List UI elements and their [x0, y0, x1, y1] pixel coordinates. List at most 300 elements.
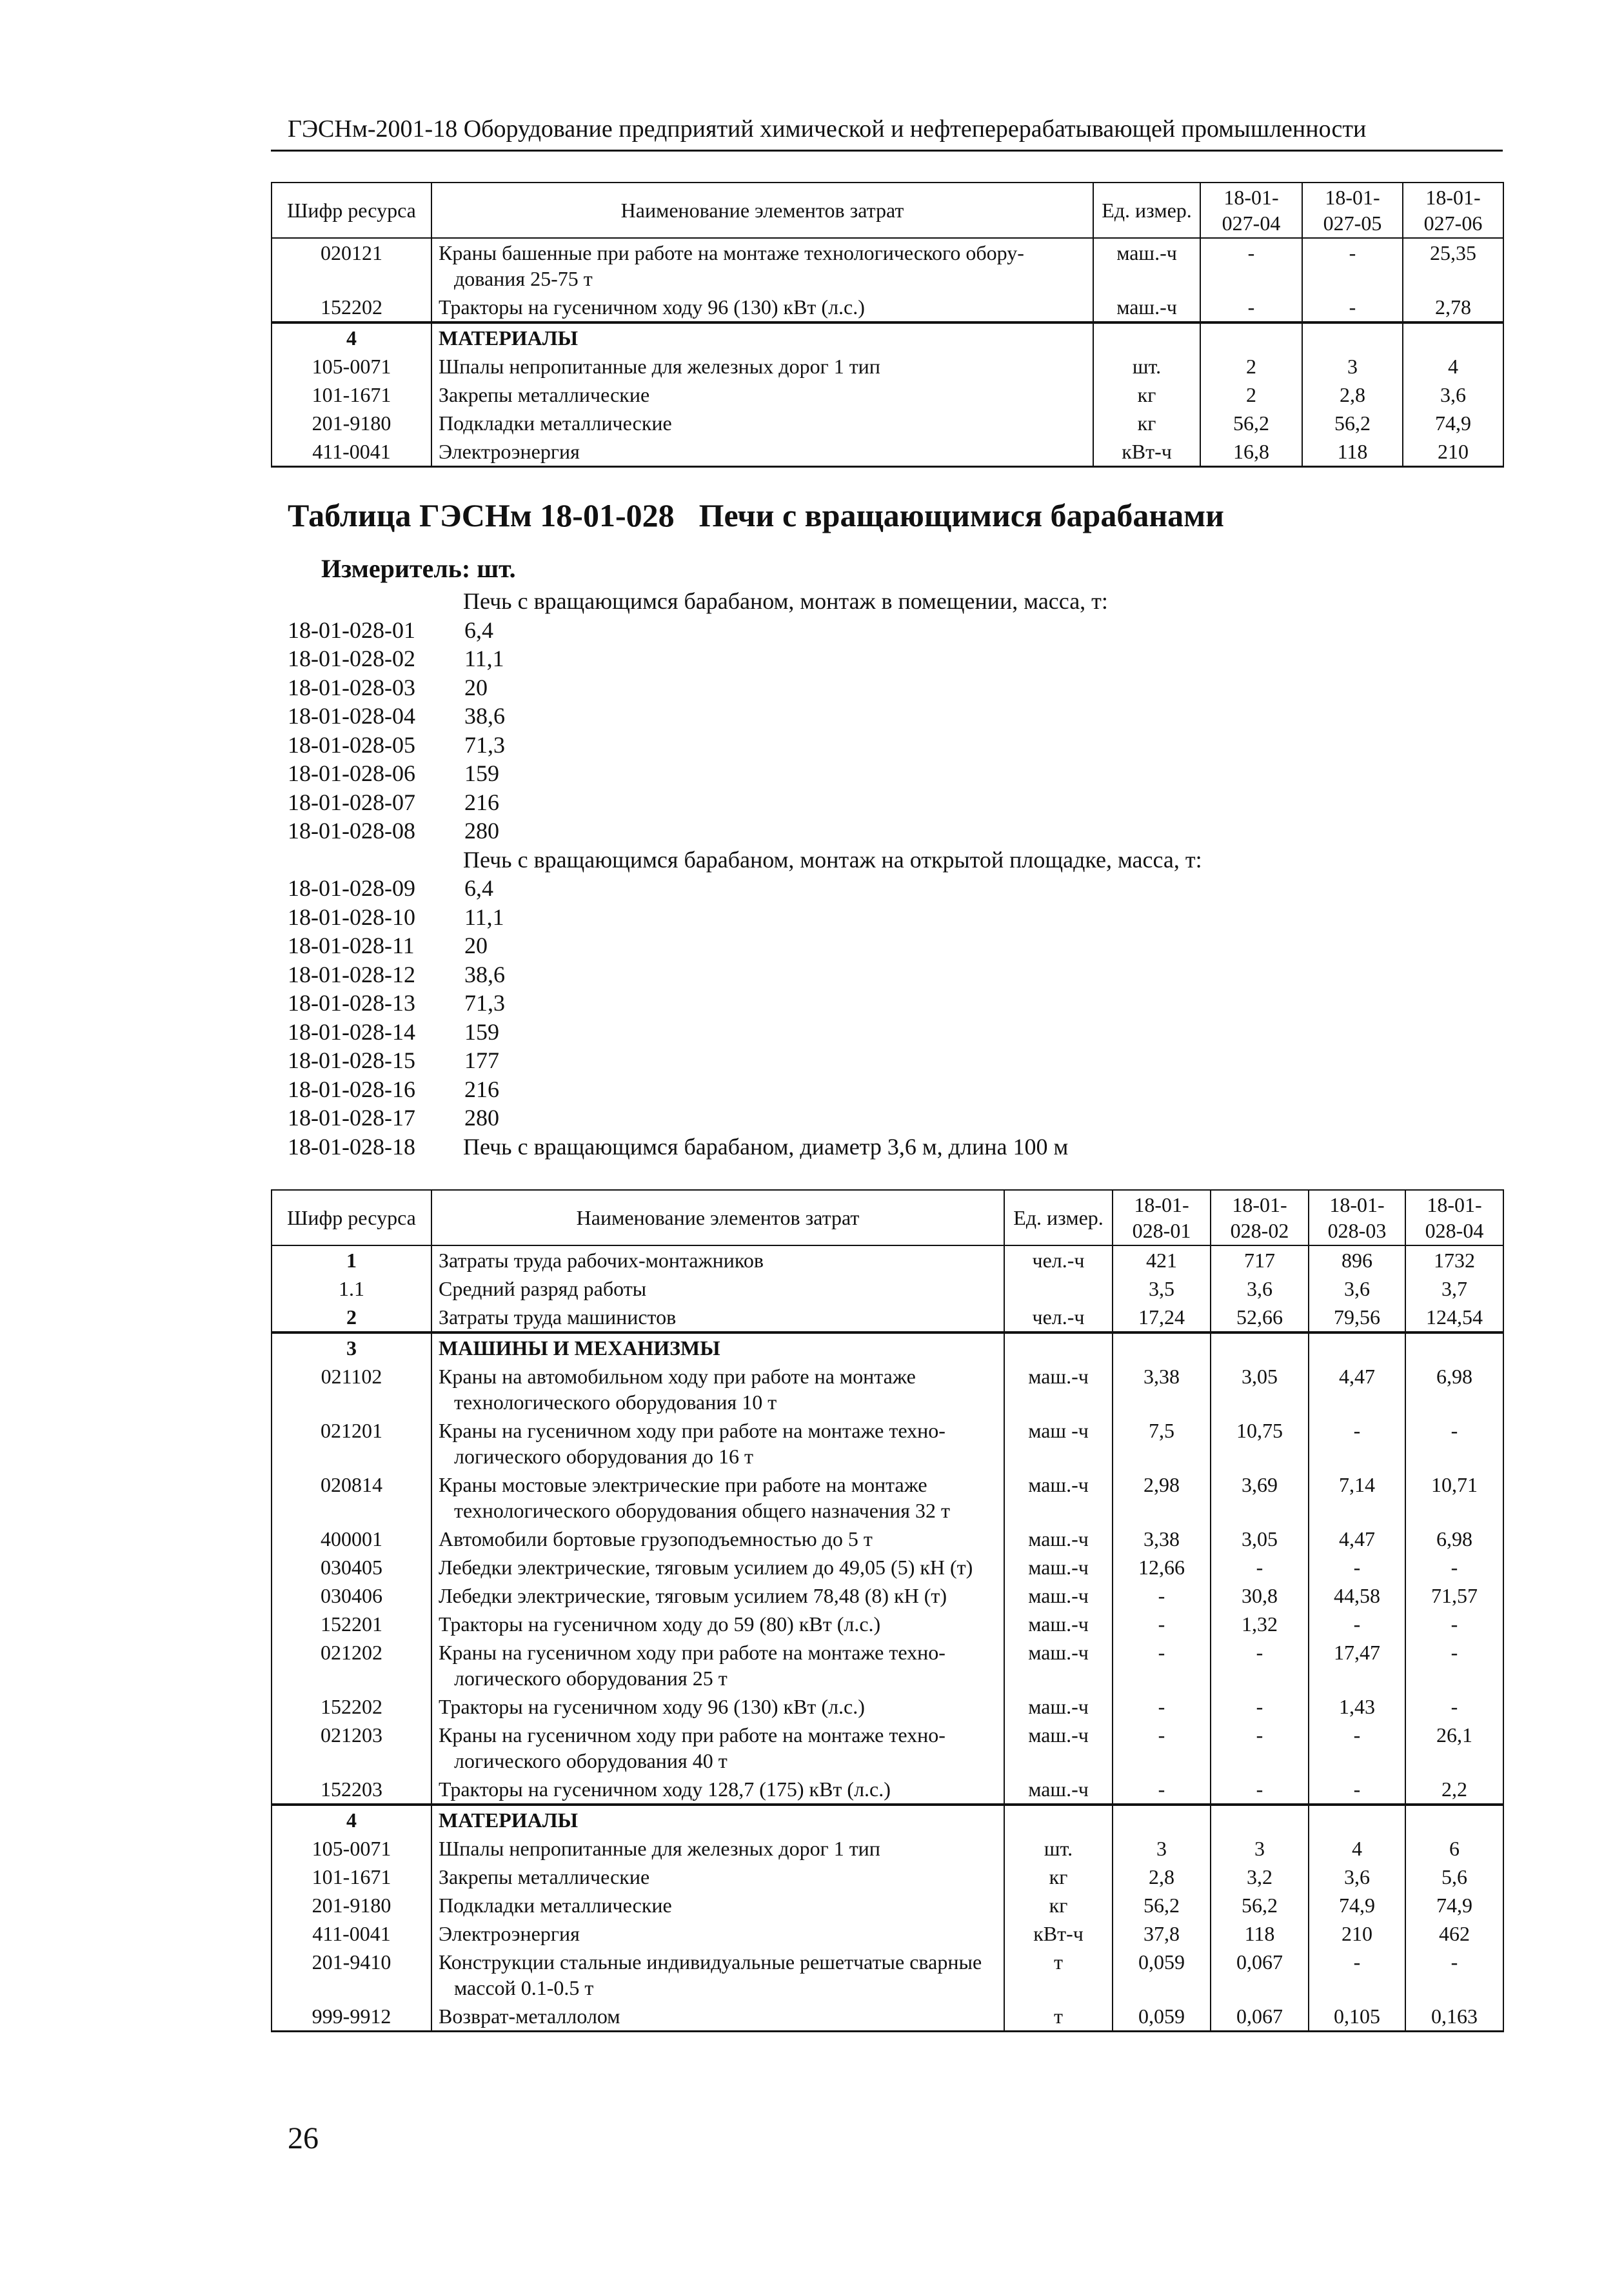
resource-table-027	[271, 182, 1504, 468]
cell-name: Краны на гусеничном ходу при работе на монтаже техно-логического оборудования до 16 т	[431, 1416, 1004, 1471]
table-row	[272, 409, 1503, 437]
cell-value: 17,47	[1309, 1638, 1405, 1692]
norm-description: Печь с вращающимся барабаном, диаметр 3,6 м, длина 100 м	[463, 1133, 1069, 1160]
norm-code: 18-01-028-02	[288, 646, 415, 671]
norm-mass: 216	[464, 1076, 499, 1102]
norm-code: 18-01-028-06	[288, 760, 415, 786]
cell-value: -	[1211, 1721, 1309, 1775]
cell-value: 717	[1211, 1245, 1309, 1274]
cell-value: -	[1309, 1775, 1405, 1805]
cell-name: Подкладки металлические	[431, 409, 1093, 437]
section-row	[272, 1805, 1503, 1834]
table-row	[272, 1553, 1503, 1581]
cell-value: 0,067	[1211, 2002, 1309, 2032]
cell-name: Краны башенные при работе на монтаже технологического обору-дования 25-75 т	[431, 238, 1093, 293]
col-header-unit: Ед. измер.	[1093, 183, 1200, 238]
cell-unit: маш.-ч	[1004, 1471, 1113, 1525]
table-row	[272, 1834, 1503, 1863]
cell-code: 400001	[272, 1525, 431, 1553]
norm-mass: 38,6	[464, 703, 505, 729]
cell-value: 1732	[1405, 1245, 1503, 1274]
cell-value: 118	[1302, 437, 1403, 467]
cell-value: 462	[1405, 1919, 1503, 1948]
cell-value: 56,2	[1113, 1891, 1211, 1919]
cell-value: 2	[1200, 352, 1302, 381]
cell-value: -	[1405, 1692, 1503, 1721]
table-row	[272, 1638, 1503, 1692]
cell-value: 5,6	[1405, 1863, 1503, 1891]
cell-unit: т	[1004, 2002, 1113, 2032]
cell-value	[1211, 1805, 1309, 1834]
table-row	[272, 1525, 1503, 1553]
norm-mass: 71,3	[464, 731, 505, 758]
table-row	[272, 1721, 1503, 1775]
cell-name: Тракторы на гусеничном ходу до 59 (80) кВт (л.с.)	[431, 1610, 1004, 1638]
cell-value	[1309, 1805, 1405, 1834]
cell-value: 7,14	[1309, 1471, 1405, 1525]
cell-value: 896	[1309, 1245, 1405, 1274]
cell-value: 56,2	[1302, 409, 1403, 437]
cell-value: 4	[1403, 352, 1503, 381]
cell-value: 3,05	[1211, 1525, 1309, 1553]
table-row	[272, 2002, 1503, 2032]
cell-name: Тракторы на гусеничном ходу 128,7 (175) кВт (л.с.)	[431, 1775, 1004, 1805]
norm-code: 18-01-028-04	[288, 703, 415, 729]
cell-unit: маш -ч	[1004, 1416, 1113, 1471]
cell-code: 020121	[272, 238, 431, 293]
col-header-norm: 18-01- 027-06	[1403, 183, 1503, 238]
table-row	[272, 1245, 1503, 1274]
cell-value: -	[1405, 1638, 1503, 1692]
norm-mass: 20	[464, 674, 488, 700]
norm-item	[288, 1104, 1202, 1133]
cell-value: 3,6	[1211, 1274, 1309, 1303]
cell-value: 4	[1309, 1834, 1405, 1863]
norm-item	[288, 874, 1202, 903]
cell-value: 421	[1113, 1245, 1211, 1274]
cell-code: 030406	[272, 1581, 431, 1610]
norm-mass: 159	[464, 760, 499, 786]
cell-value: 52,66	[1211, 1303, 1309, 1332]
cell-unit: маш.-ч	[1004, 1362, 1113, 1416]
norm-mass: 11,1	[464, 646, 504, 671]
col-header-norm: 18-01- 028-03	[1309, 1190, 1405, 1245]
col-header-norm: 18-01- 028-02	[1211, 1190, 1309, 1245]
running-header: ГЭСНм-2001-18 Оборудование предприятий химической и нефтеперерабатывающей промышленности	[288, 115, 1367, 143]
cell-value: 3,69	[1211, 1471, 1309, 1525]
cell-value: 1,32	[1211, 1610, 1309, 1638]
cell-value: -	[1405, 1610, 1503, 1638]
norm-mass: 38,6	[464, 961, 505, 987]
cell-value: 210	[1309, 1919, 1405, 1948]
norm-mass: 71,3	[464, 990, 505, 1016]
cell-value: -	[1113, 1610, 1211, 1638]
cell-code: 2	[272, 1303, 431, 1332]
cell-value: 2,78	[1403, 293, 1503, 322]
cell-code: 101-1671	[272, 381, 431, 409]
cell-code: 1	[272, 1245, 431, 1274]
header-rule	[271, 150, 1503, 152]
norm-item	[288, 731, 1202, 760]
cell-value: 6,98	[1405, 1525, 1503, 1553]
cell-name: Краны на автомобильном ходу при работе на монтаже технологического оборудования 10 т	[431, 1362, 1004, 1416]
cell-code: 4	[272, 322, 431, 352]
norm-code: 18-01-028-07	[288, 789, 415, 815]
norm-code: 18-01-028-03	[288, 674, 415, 700]
cell-code: 1.1	[272, 1274, 431, 1303]
cell-unit: маш.-ч	[1004, 1638, 1113, 1692]
cell-value: -	[1302, 293, 1403, 322]
section-row	[272, 322, 1503, 352]
norm-code: 18-01-028-13	[288, 990, 415, 1016]
cell-unit	[1004, 1805, 1113, 1834]
cell-value: 3,5	[1113, 1274, 1211, 1303]
cell-value: 79,56	[1309, 1303, 1405, 1332]
cell-value: 0,059	[1113, 1948, 1211, 2002]
cell-unit: маш.-ч	[1004, 1610, 1113, 1638]
norm-item	[288, 759, 1202, 788]
cell-code: 105-0071	[272, 1834, 431, 1863]
table-row	[272, 1891, 1503, 1919]
cell-value	[1113, 1332, 1211, 1362]
norm-item	[288, 1018, 1202, 1047]
cell-value	[1403, 322, 1503, 352]
norm-item	[288, 644, 1202, 673]
col-header-name: Наименование элементов затрат	[431, 183, 1093, 238]
group-description: Печь с вращающимся барабаном, монтаж на открытой площадке, масса, т:	[463, 846, 1202, 873]
table-row	[272, 1303, 1503, 1332]
norm-mass: 177	[464, 1047, 499, 1073]
cell-code: 101-1671	[272, 1863, 431, 1891]
table-header-row	[272, 1190, 1503, 1245]
cell-value: 2,8	[1302, 381, 1403, 409]
norm-code: 18-01-028-12	[288, 961, 415, 987]
cell-name: МАТЕРИАЛЫ	[431, 1805, 1004, 1834]
cell-unit: кг	[1004, 1863, 1113, 1891]
cell-unit	[1004, 1274, 1113, 1303]
table-row	[272, 238, 1503, 293]
cell-unit: т	[1004, 1948, 1113, 2002]
table-row	[272, 1692, 1503, 1721]
cell-value	[1309, 1332, 1405, 1362]
norm-item	[288, 1075, 1202, 1104]
cell-value: 0,163	[1405, 2002, 1503, 2032]
cell-value: 3,6	[1403, 381, 1503, 409]
cell-value	[1211, 1332, 1309, 1362]
cell-value	[1405, 1805, 1503, 1834]
cell-name: Шпалы непропитанные для железных дорог 1 тип	[431, 352, 1093, 381]
cell-unit: маш.-ч	[1093, 238, 1200, 293]
cell-value: 26,1	[1405, 1721, 1503, 1775]
cell-name: МАТЕРИАЛЫ	[431, 322, 1093, 352]
cell-value: 10,75	[1211, 1416, 1309, 1471]
cell-value: 25,35	[1403, 238, 1503, 293]
cell-code: 152201	[272, 1610, 431, 1638]
norm-mass: 280	[464, 818, 499, 844]
norm-item	[288, 788, 1202, 817]
cell-code: 021201	[272, 1416, 431, 1471]
table-title-label: Таблица ГЭСНм 18-01-028	[288, 497, 675, 533]
cell-value: 3,38	[1113, 1362, 1211, 1416]
cell-value: 4,47	[1309, 1525, 1405, 1553]
table-row	[272, 1274, 1503, 1303]
norm-code: 18-01-028-08	[288, 818, 415, 844]
cell-value: 56,2	[1200, 409, 1302, 437]
cell-value: 12,66	[1113, 1553, 1211, 1581]
cell-unit: кВт-ч	[1004, 1919, 1113, 1948]
norm-code: 18-01-028-11	[288, 933, 415, 958]
cell-code: 201-9180	[272, 1891, 431, 1919]
table-row	[272, 1362, 1503, 1416]
cell-value: 37,8	[1113, 1919, 1211, 1948]
cell-value: 3,6	[1309, 1863, 1405, 1891]
cell-unit: чел.-ч	[1004, 1245, 1113, 1274]
norm-list	[288, 587, 1202, 1161]
cell-code: 3	[272, 1332, 431, 1362]
cell-value: 74,9	[1403, 409, 1503, 437]
cell-value: -	[1211, 1775, 1309, 1805]
cell-code: 020814	[272, 1471, 431, 1525]
cell-value: -	[1309, 1553, 1405, 1581]
col-header-norm: 18-01- 027-04	[1200, 183, 1302, 238]
norm-code: 18-01-028-10	[288, 904, 415, 930]
table-row	[272, 1948, 1503, 2002]
table-row	[272, 293, 1503, 322]
col-header-norm: 18-01- 027-05	[1302, 183, 1403, 238]
cell-value: 71,57	[1405, 1581, 1503, 1610]
cell-value: 74,9	[1309, 1891, 1405, 1919]
cell-value: -	[1113, 1775, 1211, 1805]
cell-code: 021102	[272, 1362, 431, 1416]
norm-item	[288, 817, 1202, 846]
cell-code: 201-9180	[272, 409, 431, 437]
measure-unit: Измеритель: шт.	[321, 554, 516, 583]
cell-value: 3,7	[1405, 1274, 1503, 1303]
cell-value	[1405, 1332, 1503, 1362]
cell-unit	[1093, 322, 1200, 352]
cell-value: -	[1211, 1692, 1309, 1721]
cell-value: 3	[1302, 352, 1403, 381]
cell-value: 17,24	[1113, 1303, 1211, 1332]
cell-unit: чел.-ч	[1004, 1303, 1113, 1332]
cell-value: 210	[1403, 437, 1503, 467]
cell-name: Краны на гусеничном ходу при работе на монтаже техно-логического оборудования 25 т	[431, 1638, 1004, 1692]
cell-value: -	[1200, 293, 1302, 322]
cell-value: -	[1309, 1721, 1405, 1775]
norm-mass: 6,4	[464, 875, 493, 901]
norm-code: 18-01-028-05	[288, 731, 415, 758]
cell-unit: кг	[1093, 381, 1200, 409]
cell-value: 4,47	[1309, 1362, 1405, 1416]
cell-code: 152203	[272, 1775, 431, 1805]
cell-code: 105-0071	[272, 352, 431, 381]
cell-unit: маш.-ч	[1004, 1525, 1113, 1553]
cell-value: 124,54	[1405, 1303, 1503, 1332]
col-header-norm: 18-01- 028-01	[1113, 1190, 1211, 1245]
cell-unit	[1004, 1332, 1113, 1362]
table-body	[272, 238, 1503, 467]
cell-value: -	[1113, 1581, 1211, 1610]
norm-code: 18-01-028-16	[288, 1076, 415, 1102]
section-row	[272, 1332, 1503, 1362]
cell-code: 411-0041	[272, 437, 431, 467]
cell-unit: маш.-ч	[1004, 1692, 1113, 1721]
norm-item	[288, 702, 1202, 731]
page-number: 26	[288, 2121, 319, 2155]
cell-value: -	[1405, 1948, 1503, 2002]
cell-name: Средний разряд работы	[431, 1274, 1004, 1303]
cell-value: 3,05	[1211, 1362, 1309, 1416]
table-row	[272, 1863, 1503, 1891]
norm-code: 18-01-028-09	[288, 875, 415, 901]
cell-value	[1200, 322, 1302, 352]
norm-mass: 280	[464, 1105, 499, 1131]
cell-value: 7,5	[1113, 1416, 1211, 1471]
cell-value: 1,43	[1309, 1692, 1405, 1721]
cell-value: 118	[1211, 1919, 1309, 1948]
cell-value: -	[1309, 1416, 1405, 1471]
cell-name: Шпалы непропитанные для железных дорог 1 тип	[431, 1834, 1004, 1863]
cell-value: 2	[1200, 381, 1302, 409]
cell-value: 6,98	[1405, 1362, 1503, 1416]
table-body	[272, 1245, 1503, 2032]
cell-value: -	[1309, 1610, 1405, 1638]
table-row	[272, 437, 1503, 467]
cell-value: 0,067	[1211, 1948, 1309, 2002]
cell-unit: маш.-ч	[1004, 1581, 1113, 1610]
cell-value: -	[1405, 1416, 1503, 1471]
table-row	[272, 1581, 1503, 1610]
norm-mass: 20	[464, 933, 488, 958]
norm-code: 18-01-028-18	[288, 1133, 415, 1160]
norm-item	[288, 960, 1202, 989]
cell-name: Конструкции стальные индивидуальные решетчатые сварные массой 0.1-0.5 т	[431, 1948, 1004, 2002]
table-row	[272, 1775, 1503, 1805]
cell-code: 4	[272, 1805, 431, 1834]
cell-value: -	[1113, 1638, 1211, 1692]
cell-value: 10,71	[1405, 1471, 1503, 1525]
table-row	[272, 381, 1503, 409]
table-row	[272, 1919, 1503, 1948]
col-header-name: Наименование элементов затрат	[431, 1190, 1004, 1245]
table-row	[272, 1416, 1503, 1471]
cell-value: -	[1113, 1721, 1211, 1775]
col-header-unit: Ед. измер.	[1004, 1190, 1113, 1245]
cell-value: -	[1211, 1553, 1309, 1581]
norm-item	[288, 903, 1202, 932]
cell-value: 3	[1211, 1834, 1309, 1863]
norm-mass: 216	[464, 789, 499, 815]
cell-name: Затраты труда рабочих-монтажников	[431, 1245, 1004, 1274]
cell-code: 152202	[272, 293, 431, 322]
norm-item	[288, 673, 1202, 702]
cell-value: 16,8	[1200, 437, 1302, 467]
cell-unit: шт.	[1004, 1834, 1113, 1863]
cell-value: 2,2	[1405, 1775, 1503, 1805]
cell-unit: кг	[1004, 1891, 1113, 1919]
table-row	[272, 1471, 1503, 1525]
cell-code: 201-9410	[272, 1948, 431, 2002]
cell-value	[1302, 322, 1403, 352]
table-title	[288, 497, 1224, 534]
cell-code: 021203	[272, 1721, 431, 1775]
cell-code: 152202	[272, 1692, 431, 1721]
cell-value: 6	[1405, 1834, 1503, 1863]
norm-mass: 159	[464, 1018, 499, 1045]
cell-unit: шт.	[1093, 352, 1200, 381]
cell-value: 2,98	[1113, 1471, 1211, 1525]
norm-item	[288, 1133, 1202, 1162]
cell-value: 44,58	[1309, 1581, 1405, 1610]
cell-unit: маш.-ч	[1004, 1721, 1113, 1775]
resource-table-028	[271, 1189, 1504, 2032]
cell-value: 0,105	[1309, 2002, 1405, 2032]
cell-name: Подкладки металлические	[431, 1891, 1004, 1919]
cell-name: Электроэнергия	[431, 1919, 1004, 1948]
cell-unit: кВт-ч	[1093, 437, 1200, 467]
cell-value: -	[1113, 1692, 1211, 1721]
cell-value: 74,9	[1405, 1891, 1503, 1919]
norm-code: 18-01-028-17	[288, 1105, 415, 1131]
cell-unit: маш.-ч	[1004, 1775, 1113, 1805]
cell-name: Электроэнергия	[431, 437, 1093, 467]
cell-value: -	[1309, 1948, 1405, 2002]
norm-item	[288, 616, 1202, 645]
group-description: Печь с вращающимся барабаном, монтаж в помещении, масса, т:	[463, 588, 1108, 614]
table-row	[272, 1610, 1503, 1638]
cell-unit: маш.-ч	[1093, 293, 1200, 322]
cell-name: Затраты труда машинистов	[431, 1303, 1004, 1332]
cell-value: 2,8	[1113, 1863, 1211, 1891]
cell-unit: кг	[1093, 409, 1200, 437]
table-header-row	[272, 183, 1503, 238]
norm-item	[288, 931, 1202, 960]
cell-name: Лебедки электрические, тяговым усилием до 49,05 (5) кН (т)	[431, 1553, 1004, 1581]
cell-value: -	[1211, 1638, 1309, 1692]
cell-unit: маш.-ч	[1004, 1553, 1113, 1581]
cell-value: 3,6	[1309, 1274, 1405, 1303]
norm-item	[288, 989, 1202, 1018]
cell-code: 411-0041	[272, 1919, 431, 1948]
cell-value: -	[1302, 238, 1403, 293]
cell-name: Лебедки электрические, тяговым усилием 78,48 (8) кН (т)	[431, 1581, 1004, 1610]
cell-name: Тракторы на гусеничном ходу 96 (130) кВт (л.с.)	[431, 293, 1093, 322]
cell-value: 3,38	[1113, 1525, 1211, 1553]
norm-code: 18-01-028-15	[288, 1047, 415, 1073]
cell-code: 021202	[272, 1638, 431, 1692]
cell-value: 30,8	[1211, 1581, 1309, 1610]
cell-code: 999-9912	[272, 2002, 431, 2032]
cell-code: 030405	[272, 1553, 431, 1581]
norm-mass: 11,1	[464, 904, 504, 930]
cell-name: Краны на гусеничном ходу при работе на монтаже техно-логического оборудования 40 т	[431, 1721, 1004, 1775]
cell-name: Закрепы металлические	[431, 1863, 1004, 1891]
norm-code: 18-01-028-14	[288, 1018, 415, 1045]
cell-value: 3,2	[1211, 1863, 1309, 1891]
cell-name: Закрепы металлические	[431, 381, 1093, 409]
cell-name: МАШИНЫ И МЕХАНИЗМЫ	[431, 1332, 1004, 1362]
cell-value: 3	[1113, 1834, 1211, 1863]
table-title-name: Печи с вращающимися барабанами	[698, 497, 1224, 533]
cell-name: Возврат-металлолом	[431, 2002, 1004, 2032]
cell-value: 56,2	[1211, 1891, 1309, 1919]
col-header-norm: 18-01- 028-04	[1405, 1190, 1503, 1245]
norm-code: 18-01-028-01	[288, 617, 415, 643]
cell-value	[1113, 1805, 1211, 1834]
col-header-code: Шифр ресурса	[272, 1190, 431, 1245]
cell-value: -	[1405, 1553, 1503, 1581]
cell-value: -	[1200, 238, 1302, 293]
